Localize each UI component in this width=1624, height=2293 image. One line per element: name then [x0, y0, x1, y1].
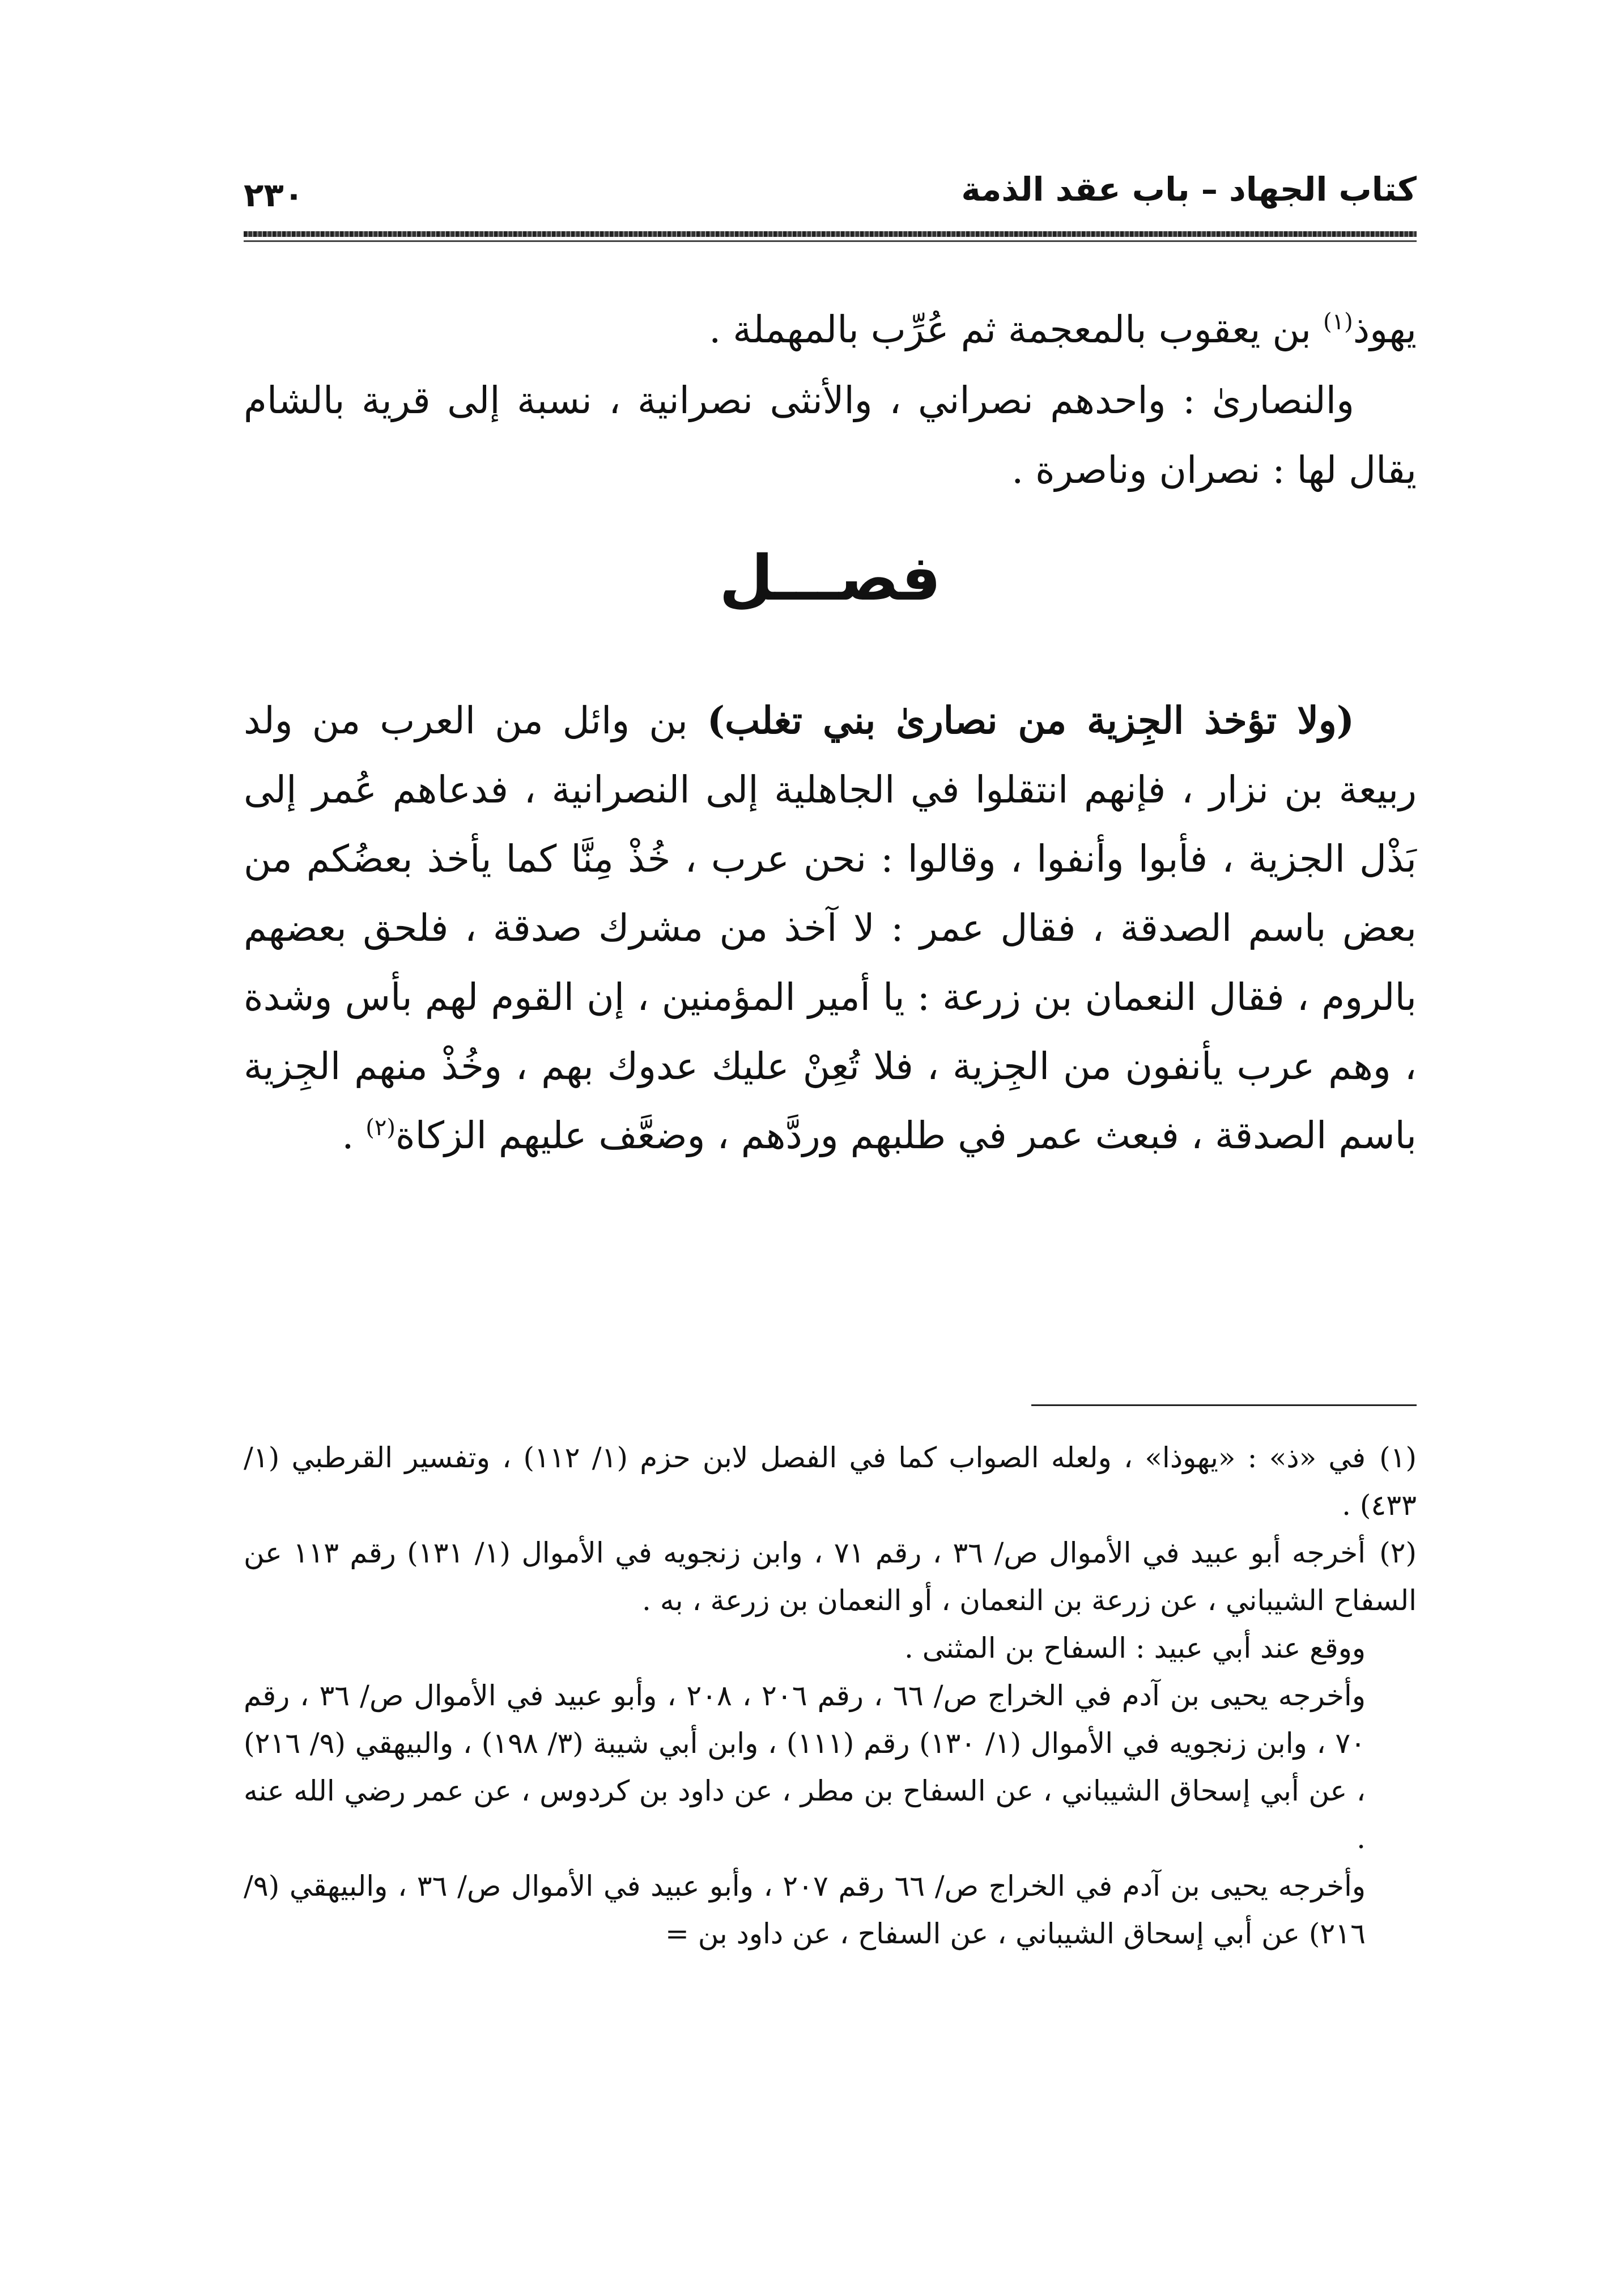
paragraph-1-end: بن يعقوب بالمعجمة ثم عُرِّب بالمهملة .: [709, 308, 1324, 351]
footnote-1-number: (١): [1379, 1441, 1417, 1474]
paragraph-3-text: بن وائل من العرب من ولد ربيعة بن نزار ، فإنهم انتقلوا في الجاهلية إلى النصرانية ، فدعاهم عُمر إلى بَذْل الجزية ، فأبوا وأنفوا ، وقالوا : نحن عرب ، خُذْ مِنَّا كما يأخذ بعضُكم من بعض باسم الصدقة ، فقال عمر : لا آخذ من مشرك صدقة ، فلحق بعضهم بالروم ، فقال النعمان بن زرعة : يا أمير المؤمنين ، إن القوم لهم بأس وشدة ، وهم عرب يأنفون من الجِزية ، فلا تُعِنْ عليك عدوك بهم ، وخُذْ منهم الجِزية باسم الصدقة ، فبعث عمر في طلبهم وردَّهم ، وضعَّف عليهم الزكاة: [244, 699, 1417, 1157]
footnote-2-text-d: وأخرجه يحيى بن آدم في الخراج ص/ ٦٦ رقم ٢٠٧ ، وأبو عبيد في الأموال ص/ ٣٦ ، والبيهقي (٩/ ٢١٦) عن أبي إسحاق الشيباني ، عن السفاح ، عن داود بن =: [244, 1870, 1366, 1950]
footnote-2-text-a: أخرجه أبو عبيد في الأموال ص/ ٣٦ ، رقم ٧١ ، وابن زنجويه في الأموال (١/ ١٣١) رقم ١١٣ عن السفاح الشيباني ، عن زرعة بن النعمان ، أو النعمان بن زرعة ، به .: [244, 1536, 1417, 1617]
footnote-1: [244, 1434, 1417, 1529]
running-header: [244, 164, 1417, 227]
paragraph-3: [244, 686, 1417, 1170]
paragraph-2: والنصارىٰ : واحدهم نصراني ، والأنثى نصرانية ، نسبة إلى قرية بالشام يقال لها : نصران وناصرة .: [244, 379, 1417, 492]
footnote-ref-2: (٢): [365, 1115, 396, 1141]
header-rule-thin: [244, 240, 1417, 242]
footnote-1-text: في «ذ» : «يهوذا» ، ولعله الصواب كما في الفصل لابن حزم (١/ ١١٢) ، وتفسير القرطبي (١/ ٤٣٣) .: [244, 1441, 1417, 1522]
footnote-separator: [1031, 1404, 1417, 1406]
paragraph-1: [244, 295, 1417, 364]
paragraph-3-end: .: [342, 1114, 366, 1157]
matn-quote: (ولا تؤخذ الجِزية من نصارىٰ بني تغلب): [707, 698, 1354, 742]
footnote-2-number: (٢): [1379, 1536, 1417, 1569]
header-rule: [244, 231, 1417, 237]
footnotes: [244, 1434, 1417, 1957]
footnote-2: [244, 1529, 1417, 1624]
footnote-ref-1: (١): [1323, 309, 1353, 335]
footnote-2-text-c: وأخرجه يحيى بن آدم في الخراج ص/ ٦٦ ، رقم ٢٠٦ ، ٢٠٨ ، وأبو عبيد في الأموال ص/ ٣٦ ، رقم ٧٠ ، وابن زنجويه في الأموال (١/ ١٣٠) رقم (١١١) ، وابن أبي شيبة (٣/ ١٩٨) ، والبيهقي (٩/ ٢١٦) ، عن أبي إسحاق الشيباني ، عن السفاح بن مطر ، عن داود بن كردوس ، عن عمر رضي الله عنه .: [244, 1679, 1366, 1855]
footnote-2-text-b: ووقع عند أبي عبيد : السفاح بن المثنى .: [904, 1632, 1366, 1664]
chapter-title: كتاب الجهاد – باب عقد الذمة: [961, 170, 1417, 209]
section-heading: فصـــل: [719, 542, 941, 614]
page-number: ٢٣٠: [244, 176, 304, 214]
paragraph-1-start: يهوذ: [1353, 308, 1417, 351]
